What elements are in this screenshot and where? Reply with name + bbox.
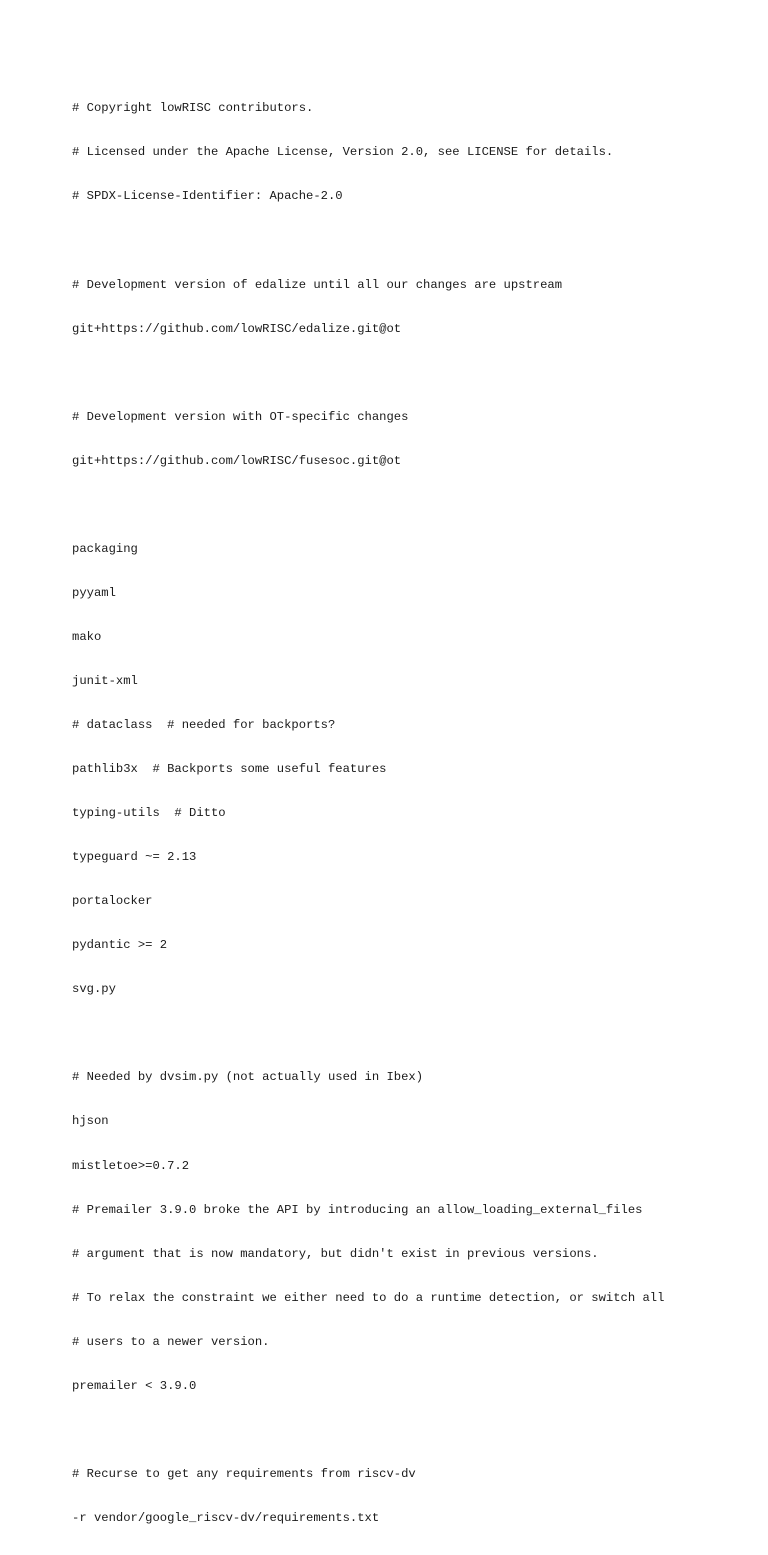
text-line: pathlib3x # Backports some useful features	[72, 762, 387, 777]
blank-line	[72, 1026, 664, 1041]
text-line: # Premailer 3.9.0 broke the API by introducing an allow_loading_external_files	[72, 1202, 643, 1217]
text-line: hjson	[72, 1114, 109, 1129]
text-line: git+https://github.com/lowRISC/fusesoc.git@ot	[72, 453, 402, 468]
blank-line	[72, 366, 664, 381]
text-line: portalocker	[72, 894, 153, 909]
text-line: # dataclass # needed for backports?	[72, 718, 336, 733]
text-line: git+https://github.com/lowRISC/edalize.git@ot	[72, 321, 402, 336]
text-line: svg.py	[72, 982, 116, 997]
text-line: pyyaml	[72, 585, 116, 600]
text-line: packaging	[72, 541, 138, 556]
text-line: # argument that is now mandatory, but didn't exist in previous versions.	[72, 1246, 599, 1261]
text-line: typing-utils # Ditto	[72, 806, 226, 821]
text-line: # Development version with OT-specific changes	[72, 409, 409, 424]
blank-line	[72, 234, 664, 249]
text-line: # Recurse to get any requirements from riscv-dv	[72, 1466, 416, 1481]
text-line: # Development version of edalize until all our changes are upstream	[72, 277, 563, 292]
text-line: -r vendor/google_riscv-dv/requirements.txt	[72, 1510, 380, 1525]
text-line: junit-xml	[72, 673, 138, 688]
text-line: mako	[72, 629, 102, 644]
text-line: # Copyright lowRISC contributors.	[72, 101, 314, 116]
blank-line	[72, 498, 664, 513]
text-line: # Needed by dvsim.py (not actually used in Ibex)	[72, 1070, 424, 1085]
requirements-text	[72, 72, 664, 1555]
text-line: # users to a newer version.	[72, 1334, 270, 1349]
text-line: typeguard ~= 2.13	[72, 850, 197, 865]
text-line: # Licensed under the Apache License, Version 2.0, see LICENSE for details.	[72, 145, 614, 160]
text-line: pydantic >= 2	[72, 938, 168, 953]
text-line: premailer < 3.9.0	[72, 1378, 197, 1393]
text-line: mistletoe>=0.7.2	[72, 1158, 190, 1173]
text-line: # To relax the constraint we either need to do a runtime detection, or switch all	[72, 1290, 665, 1305]
text-line: # SPDX-License-Identifier: Apache-2.0	[72, 189, 343, 204]
blank-line	[72, 1423, 664, 1438]
